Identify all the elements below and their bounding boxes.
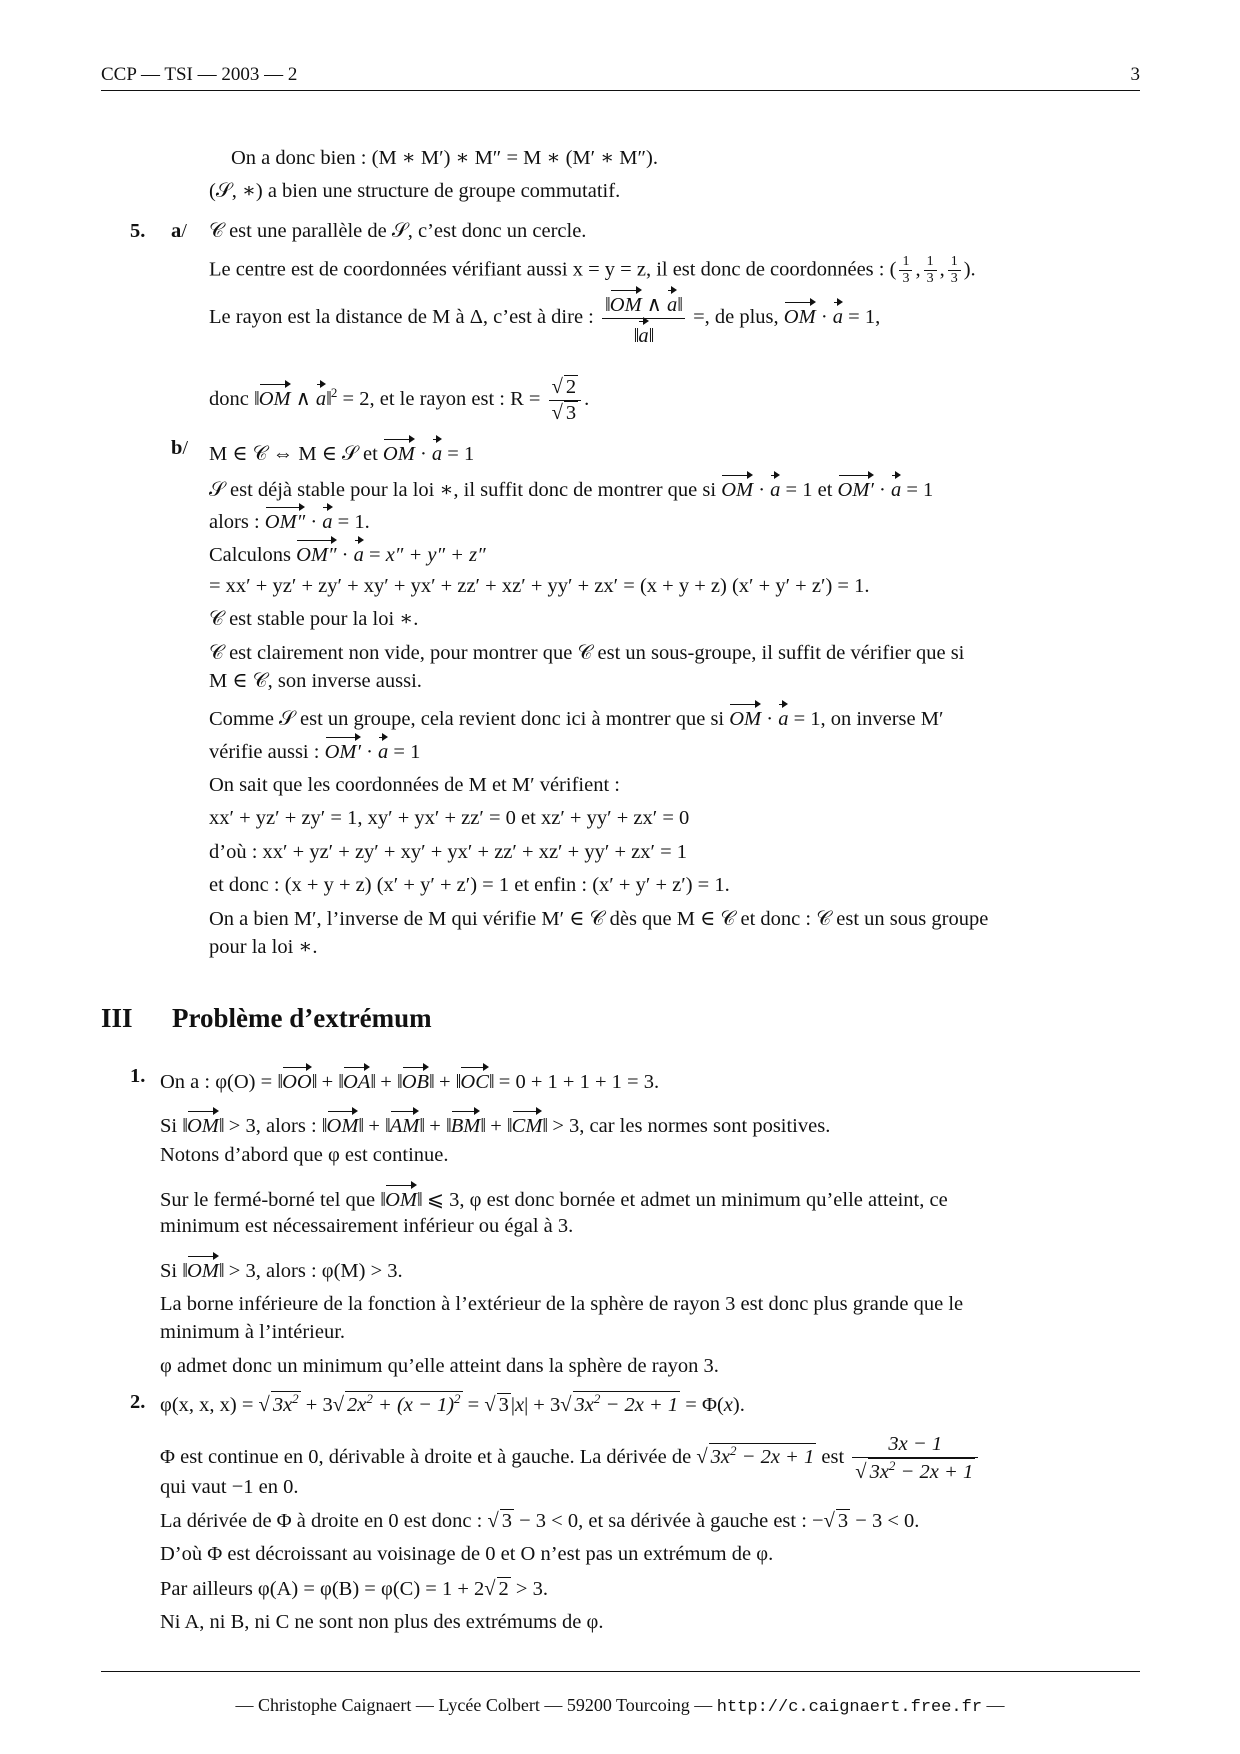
text-line: alors : OM″ · a = 1. — [209, 505, 370, 535]
text-line: Si ‖OM‖ > 3, alors : φ(M) > 3. — [160, 1254, 403, 1284]
text-line: Notons d’abord que φ est continue. — [160, 1144, 449, 1166]
section-number: III — [101, 1003, 133, 1033]
question-number: 1. — [130, 1065, 146, 1087]
text-line: φ(x, x, x) = √ $3x^2 + 3√$ $2x^2 + (x - 1)^2$ = √ 3|x| + 3√ $3x^2 - 2x + 1 = \Phi(x)$. — [160, 1391, 745, 1416]
text-line: On sait que les coordonnées de M et M′ vérifient : — [209, 774, 620, 796]
question-number: 5. — [130, 220, 146, 242]
text-line: Ni A, ni B, ni C ne sont non plus des extrémums de φ. — [160, 1611, 604, 1633]
text-line: pour la loi ∗. — [209, 936, 318, 958]
text-line: minimum à l’intérieur. — [160, 1321, 346, 1343]
question-number: 2. — [130, 1391, 146, 1413]
text-line: vérifie aussi : OM′ · a = 1 — [209, 735, 420, 765]
footer-rule — [101, 1671, 1140, 1672]
section-title: Problème d’extrémum — [172, 1003, 432, 1033]
text-line: Si ‖OM‖ > 3, alors : ‖OM‖ + ‖AM‖ + ‖BM‖ + ‖CM‖ > 3, car les normes sont positives. — [160, 1109, 830, 1139]
text-line: Le rayon est la distance de M à Δ, c’est à dire : $\frac{‖OM \wedge a‖}{‖a‖}$ =, de plus, OM · a = 1, — [209, 288, 880, 348]
text-line: 𝒞 est stable pour la loi ∗. — [209, 608, 419, 630]
text-line: La borne inférieure de la fonction à l’extérieur de la sphère de rayon 3 est donc plus grande que le — [160, 1293, 964, 1315]
text-line: (𝒮, ∗) a bien une structure de groupe commutatif. — [209, 180, 621, 202]
text-line: Le centre est de coordonnées vérifiant aussi x = y = z, il est donc de coordonnées : ( $\frac{1}{3}$ , $\frac{1}{3}$ , $\frac{1}{3}$ ). — [209, 254, 976, 287]
text-line: 𝒞 est clairement non vide, pour montrer que 𝒞 est un sous-groupe, il suffit de vérifier que si — [209, 642, 965, 664]
text-line: qui vaut −1 en 0. — [160, 1476, 299, 1498]
text-line: et donc : (x + y + z) (x′ + y′ + z′) = 1 et enfin : (x′ + y′ + z′) = 1. — [209, 874, 730, 896]
page-footer — [0, 1695, 1240, 1717]
text-line: donc ‖OM ∧ a‖$^2$ = 2, et le rayon est : R = $\frac{√ 2}{√ 3}$ . — [209, 376, 590, 424]
text-line: 𝒮 est déjà stable pour la loi ∗, il suffit donc de montrer que si OM · a = 1 et OM′ · a = 1 — [209, 473, 933, 503]
text-line: xx′ + yz′ + zy′ = 1, xy′ + yx′ + zz′ = 0 et xz′ + yy′ + zx′ = 0 — [209, 807, 690, 829]
footer-end: — — [986, 1695, 1005, 1715]
subquestion-label: a/ — [171, 220, 187, 242]
subquestion-label: b/ — [171, 437, 189, 459]
page-number: 3 — [1130, 64, 1140, 85]
text-line: M ∈ 𝒞, son inverse aussi. — [209, 670, 422, 692]
text-line: φ admet donc un minimum qu’elle atteint dans la sphère de rayon 3. — [160, 1355, 719, 1377]
text-line: Comme 𝒮 est un groupe, cela revient donc ici à montrer que si OM · a = 1, on inverse M′ — [209, 702, 943, 732]
text-line: = xx′ + yz′ + zy′ + xy′ + yx′ + zz′ + xz′ + yy′ + zx′ = (x + y + z) (x′ + y′ + z′) = 1. — [209, 575, 870, 597]
text-line: Calculons OM″ · a = x″ + y″ + z″ — [209, 538, 486, 568]
text-line: On a bien M′, l’inverse de M qui vérifie M′ ∈ 𝒞 dès que M ∈ 𝒞 et donc : 𝒞 est un sous groupe — [209, 908, 989, 930]
text-line: 𝒞 est une parallèle de 𝒮, c’est donc un cercle. — [209, 220, 587, 242]
text-line: On a donc bien : (M ∗ M′) ∗ M″ = M ∗ (M′ ∗ M″). — [231, 147, 659, 169]
footer-link[interactable]: http://c.caignaert.free.fr — [716, 1698, 983, 1717]
text-line: On a : φ(O) = ‖OO‖ + ‖OA‖ + ‖OB‖ + ‖OC‖ = 0 + 1 + 1 + 1 = 3. — [160, 1065, 659, 1095]
footer-text: — Christophe Caignaert — Lycée Colbert — 59200 Tourcoing — — [235, 1695, 713, 1715]
text-line: d’où : xx′ + yz′ + zy′ + xy′ + yx′ + zz′ + xz′ + yy′ + zx′ = 1 — [209, 841, 688, 863]
text-line: minimum est nécessairement inférieur ou égal à 3. — [160, 1215, 574, 1237]
header-title: CCP — TSI — 2003 — 2 — [101, 64, 298, 85]
text-line: La dérivée de Φ à droite en 0 est donc : √ 3 − 3 < 0, et sa dérivée à gauche est : −√ 3 − 3 < 0. — [160, 1510, 920, 1532]
text-line: Par ailleurs φ(A) = φ(B) = φ(C) = 1 + 2√ 2 > 3. — [160, 1578, 548, 1600]
header-rule — [101, 90, 1140, 91]
text-line: D’où Φ est décroissant au voisinage de 0 et O n’est pas un extrémum de φ. — [160, 1543, 774, 1565]
page-header — [101, 64, 1140, 86]
text-line: Φ est continue en 0, dérivable à droite et à gauche. La dérivée de √ $3x^2 - 2x + 1$ est $\frac{3x - 1}{√ 3x^2 - 2x + 1}$ — [160, 1433, 981, 1484]
text-line: Sur le fermé-borné tel que ‖OM‖ ⩽ 3, φ est donc bornée et admet un minimum qu’elle atteint, ce — [160, 1183, 948, 1213]
text-line: M ∈ 𝒞 ⇔ M ∈ 𝒮 et OM · a = 1 — [209, 437, 474, 467]
